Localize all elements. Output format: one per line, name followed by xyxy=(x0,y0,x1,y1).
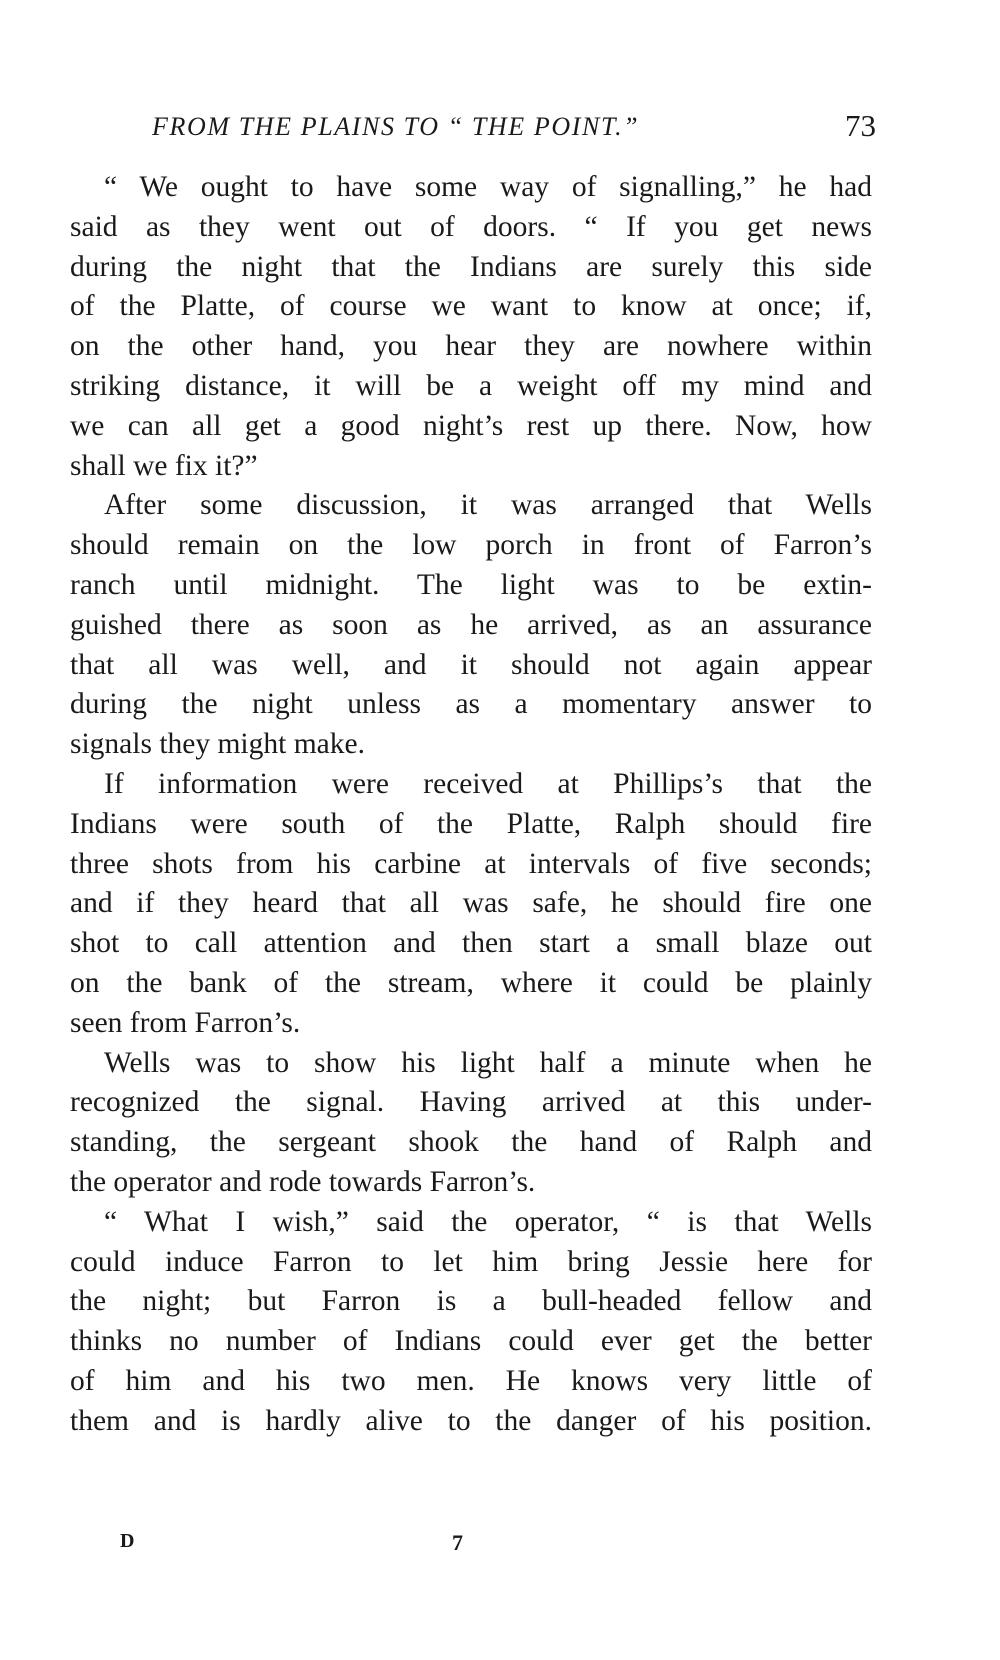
body-text xyxy=(70,168,872,1442)
running-head-title: FROM THE PLAINS TO “ THE POINT.” xyxy=(152,112,640,141)
text-line: could induce Farron to let him bring Jessie here for xyxy=(70,1245,872,1278)
text-line: Wells was to show his light half a minute when he xyxy=(104,1046,872,1079)
text-line: If information were received at Phillips’s that the xyxy=(104,767,872,800)
text-line: thinks no number of Indians could ever get the better xyxy=(70,1325,872,1358)
text-line: during the night that the Indians are surely this side xyxy=(70,250,872,283)
text-line: shall we fix it?” xyxy=(70,449,258,482)
text-line: shot to call attention and then start a small blaze out xyxy=(70,927,872,960)
text-line: “ We ought to have some way of signalling,” he had xyxy=(104,171,872,203)
text-line: on the other hand, you hear they are nowhere within xyxy=(70,330,872,363)
text-line: Indians were south of the Platte, Ralph should fire xyxy=(70,807,872,840)
text-line: that all was well, and it should not again appear xyxy=(70,648,872,681)
text-line: seen from Farron’s. xyxy=(70,1006,301,1039)
text-line: “ What I wish,” said the operator, “ is that Wells xyxy=(104,1205,872,1238)
text-line: of the Platte, of course we want to know at once; if, xyxy=(70,290,872,323)
page-number: 73 xyxy=(845,108,876,143)
signature-number: 7 xyxy=(452,1530,463,1555)
text-line: during the night unless as a momentary answer to xyxy=(70,688,872,721)
text-line: of him and his two men. He knows very little of xyxy=(70,1364,872,1397)
text-line: them and is hardly alive to the danger of his position. xyxy=(70,1404,872,1437)
signature-mark: D xyxy=(120,1530,135,1552)
text-line: and if they heard that all was safe, he should fire one xyxy=(70,887,872,920)
text-line: should remain on the low porch in front of Farron’s xyxy=(70,529,872,562)
text-line: guished there as soon as he arrived, as an assurance xyxy=(70,608,872,641)
text-line: ranch until midnight. The light was to be extin- xyxy=(70,568,872,601)
text-line: recognized the signal. Having arrived at this under- xyxy=(70,1086,872,1119)
text-line: on the bank of the stream, where it could be plainly xyxy=(70,966,872,999)
text-line: we can all get a good night’s rest up there. Now, how xyxy=(70,409,872,442)
text-line: standing, the sergeant shook the hand of Ralph and xyxy=(70,1126,872,1159)
text-line: three shots from his carbine at intervals of five seconds; xyxy=(70,847,872,880)
text-line: the night; but Farron is a bull-headed fellow and xyxy=(70,1285,872,1318)
text-line: striking distance, it will be a weight off my mind and xyxy=(70,369,872,402)
text-line: After some discussion, it was arranged that Wells xyxy=(104,489,872,522)
text-line: signals they might make. xyxy=(70,728,365,761)
text-line: said as they went out of doors. “ If you get news xyxy=(70,210,872,243)
text-line: the operator and rode towards Farron’s. xyxy=(70,1165,536,1198)
